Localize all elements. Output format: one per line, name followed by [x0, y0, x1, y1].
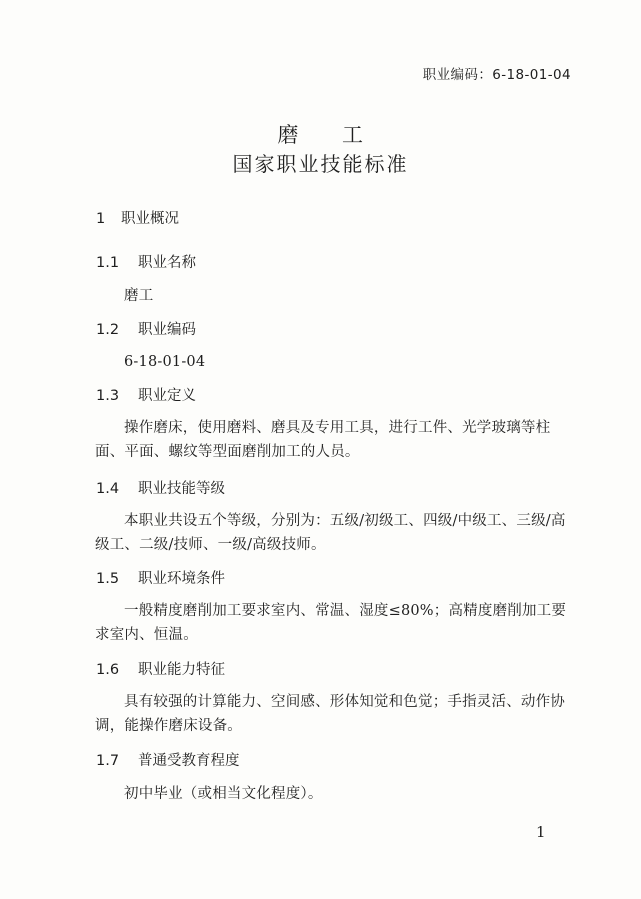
subsection-heading-1-2 — [96, 318, 196, 339]
subsection-title: 普通受教育程度 — [138, 753, 240, 769]
subsection-content-1-1: 磨工 — [124, 288, 154, 304]
document-subtitle: 国家职业技能标准 — [232, 152, 409, 176]
subsection-heading-1-5 — [96, 567, 225, 588]
section-number: 1 — [96, 211, 106, 227]
subsection-heading-1-6 — [96, 658, 225, 679]
subsection-heading-1-1 — [96, 251, 196, 272]
subsection-title: 职业定义 — [138, 388, 196, 404]
subsection-title: 职业能力特征 — [138, 662, 225, 678]
subsection-number: 1.2 — [96, 322, 120, 338]
section-heading-1 — [96, 207, 179, 228]
document-title: 磨 工 — [277, 123, 364, 147]
subsection-number: 1.3 — [96, 388, 120, 404]
occupation-code: 职业编码：6-18-01-04 — [422, 67, 571, 83]
subsection-content-1-6: 具有较强的计算能力、空间感、形体知觉和色觉；手指灵活、动作协调，能操作磨床设备。 — [95, 694, 565, 734]
subsection-content-1-4: 本职业共设五个等级，分别为：五级/初级工、四级/中级工、三级/高级工、二级/技师、一级/高级技师。 — [95, 513, 566, 553]
subsection-heading-1-4 — [96, 477, 225, 498]
subsection-number: 1.4 — [96, 481, 120, 497]
page-number: 1 — [536, 823, 546, 841]
subsection-title: 职业技能等级 — [138, 481, 225, 497]
subsection-heading-1-3 — [96, 384, 196, 405]
subsection-content-1-2: 6-18-01-04 — [124, 354, 206, 370]
subsection-content-1-3: 操作磨床，使用磨料、磨具及专用工具，进行工件、光学玻璃等柱面、平面、螺纹等型面磨削加工的人员。 — [95, 420, 551, 460]
section-title: 职业概况 — [121, 211, 179, 227]
subsection-title: 职业编码 — [138, 322, 196, 338]
subsection-heading-1-7 — [96, 749, 240, 770]
subsection-title: 职业环境条件 — [138, 571, 225, 587]
subsection-number: 1.5 — [96, 571, 120, 587]
subsection-title: 职业名称 — [138, 255, 196, 271]
subsection-number: 1.1 — [96, 255, 120, 271]
subsection-number: 1.7 — [96, 753, 120, 769]
subsection-content-1-7: 初中毕业（或相当文化程度）。 — [124, 786, 323, 802]
subsection-content-1-5: 一般精度磨削加工要求室内、常温、湿度≤80%；高精度磨削加工要求室内、恒温。 — [95, 603, 567, 643]
subsection-number: 1.6 — [96, 662, 120, 678]
